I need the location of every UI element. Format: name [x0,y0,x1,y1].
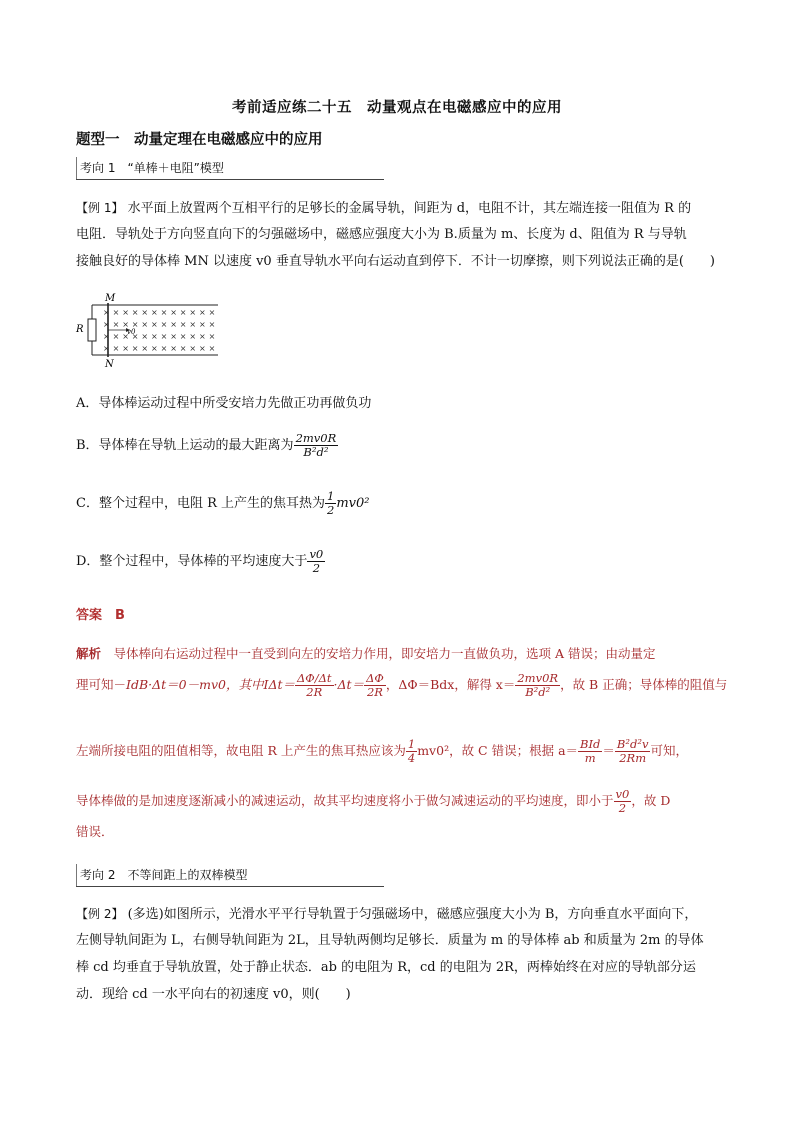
example-2-line-4: 动．现给 cd 一水平向右的初速度 v0，则( ) [76,987,351,1002]
option-B-text: B．导体棒在导轨上运动的最大距离为 [76,438,294,454]
field-cross: × [179,344,187,353]
solution-line-2: 理可知－IdB·Δt＝0－mv0，其中IΔt＝ $\frac{\Delta\Phi/\Delta t}{2R}$ ·Δt＝ $\frac{\Delta\Phi}{2R}$ ，ΔΦ＝Bdx，解得 x＝ $\frac{2mv0R}{\text{B²d²}}$ ，故 B 正确；导体棒的阻值与 [76,671,728,700]
section-heading: 题型一 动量定理在电磁感应中的应用 [76,132,323,148]
field-cross: × [131,320,139,329]
page-title: 考前适应练二十五 动量观点在电磁感应中的应用 [232,100,562,116]
field-cross: × [170,344,177,353]
field-cross: × [208,320,216,329]
option-D [76,548,325,575]
option-D-fraction: $\frac{v0}{2}$ [309,547,324,576]
example-1-text-1: 水平面上放置两个互相平行的足够长的金属导轨，间距为 d，电阻不计，其左端连接一阻值为 R 的 [127,201,692,216]
solution-line-5: 错误． [76,824,114,839]
field-cross: × [151,320,158,329]
field-cross: × [122,308,129,317]
field-cross: × [189,320,197,329]
field-cross: × [112,332,120,341]
example-2-line-3: 棒 cd 均垂直于导轨放置，处于静止状态．ab 的电阻为 R，cd 的电阻为 2R，两棒始终在对应的导轨部分运 [76,960,696,975]
label-v0: v0 [127,328,136,336]
field-cross: × [189,332,197,341]
example-2-line-2: 左侧导轨间距为 L，右侧导轨间距为 2L，且导轨两侧均足够长．质量为 m 的导体棒 ab 和质量为 2m 的导体 [76,933,704,948]
field-cross: × [208,344,216,353]
field-cross: × [199,332,206,341]
example-2-tag: 【例 2】 [76,907,124,921]
option-C: C．整个过程中，电阻 R 上产生的焦耳热为 $\frac{1}{2}$ mv0² [76,489,370,518]
field-cross: × [131,344,139,353]
field-cross: × [122,332,129,341]
label-N: N [105,359,114,370]
field-cross: × [189,308,197,317]
field-cross: × [179,332,187,341]
field-cross: × [170,332,177,341]
field-cross: × [141,332,149,341]
example-2-text-1: (多选)如图所示，光滑水平平行导轨置于匀强磁场中，磁感应强度大小为 B，方向垂直水平面向下， [127,907,698,922]
option-A: A．导体棒运动过程中所受安培力先做正功再做负功 [76,396,372,411]
option-B-fraction: $\frac{2mv0R}{\text{B²d²}}$ [295,431,337,460]
example-1-line-1 [76,198,736,219]
field-cross: × [141,308,149,317]
magnetic-field-crosses [103,308,215,353]
field-cross: × [208,308,216,317]
field-cross: × [112,344,120,353]
field-cross: × [179,320,187,329]
resistor [88,319,96,341]
field-cross: × [160,308,168,317]
field-cross: × [199,320,206,329]
field-cross: × [151,308,158,317]
example-1-line-3: 接触良好的导体棒 MN 以速度 v0 垂直导轨水平向右运动直到停下．不计一切摩擦，则下列说法正确的是( ) [76,254,715,269]
solution-label: 解析 [76,646,102,661]
rail-diagram-svg [72,290,222,370]
field-cross: × [131,332,139,341]
example-1-line-2: 电阻．导轨处于方向竖直向下的匀强磁场中，磁感应强度大小为 B.质量为 m、长度为 d、阻值为 R 与导轨 [76,227,687,242]
option-D-text: D．整个过程中，导体棒的平均速度大于 [76,554,308,570]
label-M: M [105,293,116,304]
field-cross: × [141,344,149,353]
solution-line-4: 导体棒做的是加速度逐渐减小的减速运动，故其平均速度将小于做匀减速运动的平均速度，即小于 $\frac{v0}{2}$ ，故 D [76,787,671,816]
field-cross: × [170,308,177,317]
field-cross: × [179,308,187,317]
example-1-tag: 【例 1】 [76,201,124,215]
field-cross: × [199,344,206,353]
topic-label-1: 考向 1 “单棒＋电阻”模型 [80,161,224,175]
field-cross: × [122,344,129,353]
option-C-fraction: $\frac{1}{2}$ [327,489,335,518]
rail-diagram [72,290,222,374]
field-cross: × [151,332,158,341]
field-cross: × [141,320,149,329]
topic-box-1 [76,157,384,180]
field-cross: × [160,344,168,353]
answer: 答案 B [76,608,125,623]
field-cross: × [112,320,120,329]
field-cross: × [160,332,168,341]
field-cross: × [103,332,110,341]
field-cross: × [208,332,216,341]
field-cross: × [199,308,206,317]
field-cross: × [122,320,129,329]
field-cross: × [103,344,110,353]
topic-label-2: 考向 2 不等间距上的双棒模型 [80,868,248,882]
field-cross: × [151,344,158,353]
label-R: R [76,324,84,335]
option-B [76,432,338,459]
field-cross: × [103,308,110,317]
field-cross: × [112,308,120,317]
solution-line-1: 解析 导体棒向右运动过程中一直受到向左的安培力作用，即安培力一直做负功，选项 A 错误；由动量定 [76,646,656,661]
solution-line-3: 左端所接电阻的阻值相等，故电阻 R 上产生的焦耳热应该为 $\frac{1}{4}$ mv0²，故 C 错误；根据 a＝ $\frac{\text{BId}}{m}$ ＝ $\frac{\text{B²d²v}}{2Rm}$ 可知， [76,737,688,766]
field-cross: × [103,320,110,329]
field-cross: × [131,308,139,317]
field-cross: × [160,320,168,329]
example-2-line-1 [76,904,736,925]
field-cross: × [170,320,177,329]
field-cross: × [189,344,197,353]
option-C-text: C．整个过程中，电阻 R 上产生的焦耳热为 [76,496,325,512]
topic-box-2 [76,864,384,887]
